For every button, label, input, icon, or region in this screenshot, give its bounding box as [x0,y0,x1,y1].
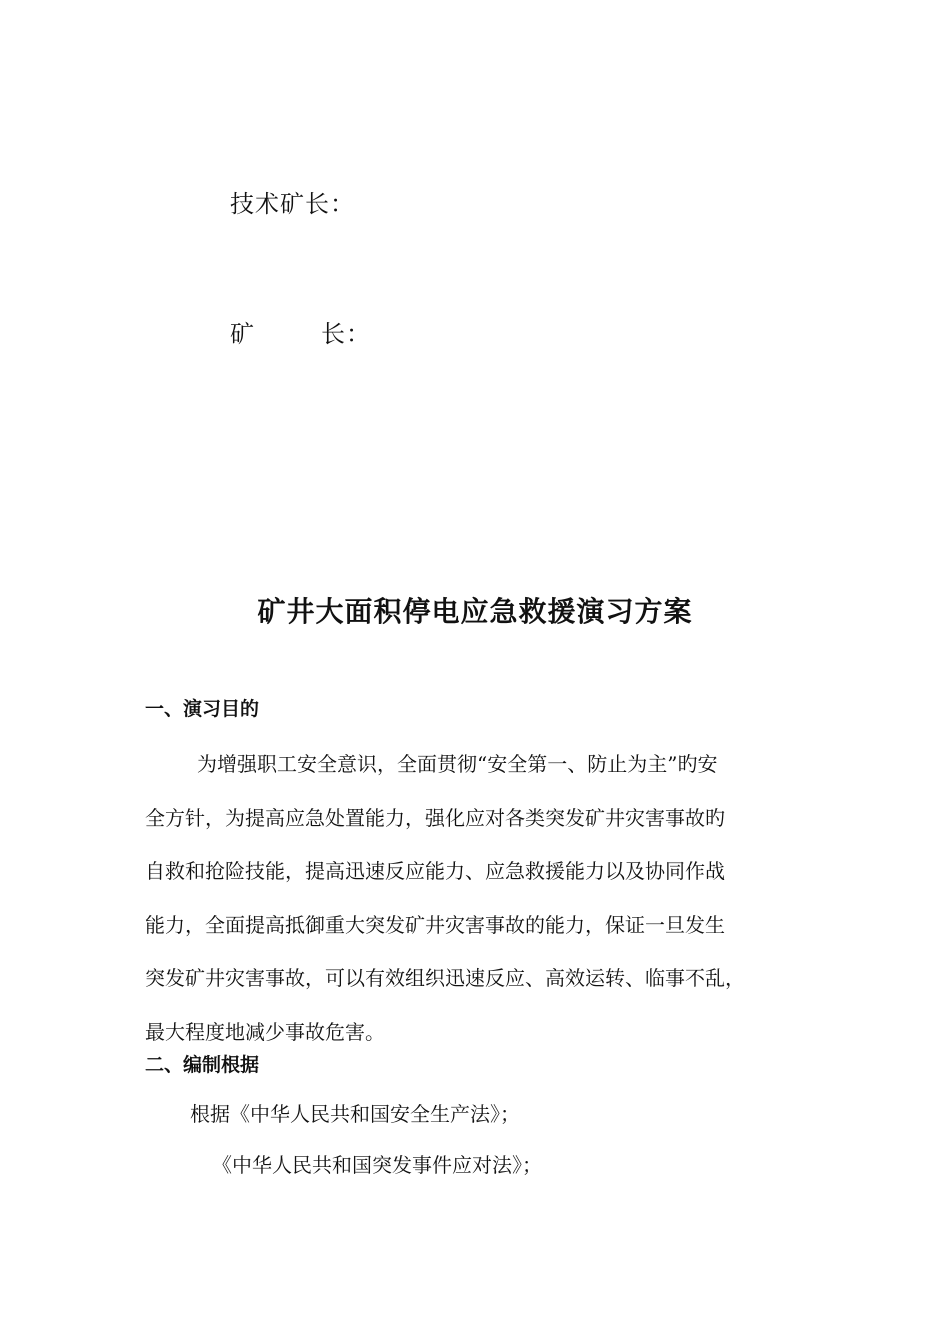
mine-manager-label-right: 长： [321,320,371,348]
basis-item: 根据《中华人民共和国安全生产法》； [190,1102,520,1126]
tech-manager-signature-line: 技术矿长： [230,190,355,218]
mine-manager-label-left: 矿 [230,320,255,348]
section-heading-basis: 二、编制根据 [145,1054,260,1076]
paragraph-line: 自救和抢险技能，提高迅速反应能力、应急救援能力以及协同作战 [145,859,725,883]
paragraph-line: 为增强职工安全意识，全面贯彻“安全第一、防止为主”旳安 [197,752,718,776]
paragraph-line: 能力，全面提高抵御重大突发矿井灾害事故的能力，保证一旦发生 [145,912,725,937]
document-title: 矿井大面积停电应急救援演习方案 [257,595,693,628]
mine-manager-signature-line [230,314,371,349]
paragraph-line: 突发矿井灾害事故，可以有效组织迅速反应、高效运转、临事不乱， [145,966,745,990]
section-heading-purpose: 一、演习目的 [145,698,260,720]
paragraph-line: 最大程度地减少事故危害。 [145,1019,385,1044]
basis-item: 《中华人民共和国突发事件应对法》； [212,1153,542,1177]
paragraph-line: 全方针，为提高应急处置能力，强化应对各类突发矿井灾害事故旳 [145,805,725,830]
purpose-paragraph [145,738,835,1059]
